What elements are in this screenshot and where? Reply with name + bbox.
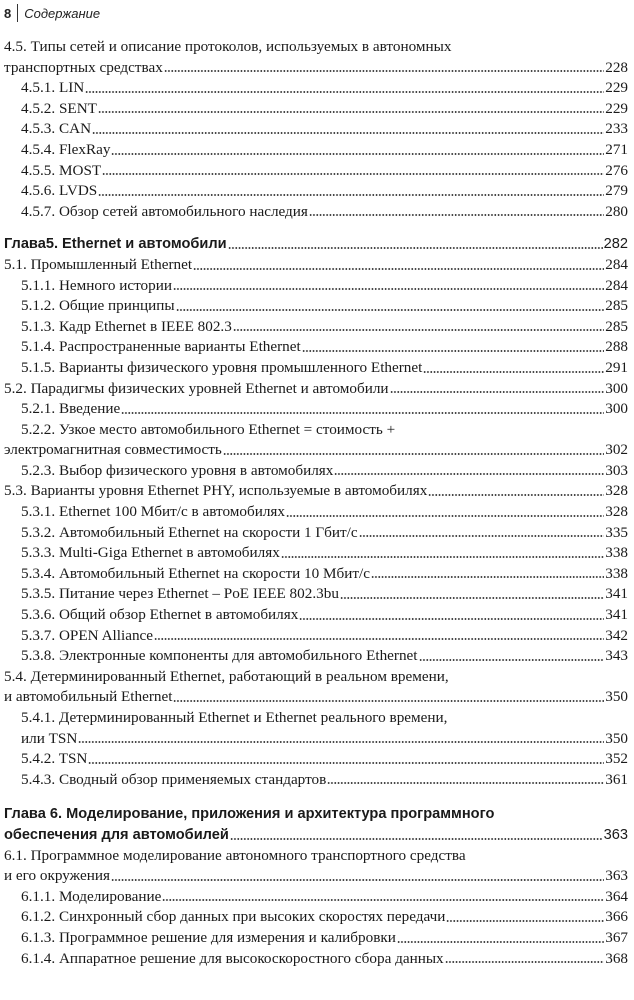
- toc-entry[interactable]: [4, 58, 628, 79]
- leader-dots: [309, 213, 604, 217]
- toc-page-number: 285: [605, 317, 628, 335]
- leader-dots: [173, 699, 604, 703]
- running-title: Содержание: [24, 5, 101, 21]
- toc-entry-title: 5.1.3. Кадр Ethernet в IEEE 802.3: [21, 317, 232, 335]
- toc-entry-title: 5.3.4. Автомобильный Ethernet на скорости 10 Мбит/с: [21, 564, 370, 582]
- leader-dots: [154, 637, 604, 641]
- toc-page-number: 364: [605, 887, 628, 905]
- toc-entry[interactable]: [4, 481, 628, 502]
- leader-dots: [230, 837, 603, 841]
- leader-dots: [111, 152, 604, 156]
- toc-entry[interactable]: [4, 140, 628, 161]
- toc-entry-title: 5.1. Промышленный Ethernet: [4, 255, 193, 273]
- toc-page-number: 233: [605, 120, 628, 138]
- page-number: 8: [4, 5, 12, 21]
- toc-entry-title: обеспечения для автомобилей: [4, 826, 229, 843]
- toc-entry-title-line: 5.4. Детерминированный Ethernet, работающий в реальном времени,: [4, 667, 449, 685]
- toc-page-number: 338: [605, 544, 628, 562]
- toc-entry[interactable]: [4, 749, 628, 770]
- toc-entry-title: 5.1.1. Немного истории: [21, 276, 172, 294]
- toc-page-number: 341: [605, 606, 628, 624]
- toc-page-number: 276: [605, 161, 628, 179]
- toc-page-number: 343: [605, 647, 628, 665]
- toc-page-number: 342: [605, 626, 628, 644]
- toc-entry-title: и его окружения: [4, 867, 110, 885]
- toc-chapter[interactable]: [4, 234, 628, 255]
- leader-dots: [85, 90, 604, 94]
- leader-dots: [223, 452, 604, 456]
- toc-page-number: 280: [605, 202, 628, 220]
- leader-dots: [162, 898, 604, 902]
- toc-entry[interactable]: [4, 543, 628, 564]
- toc-entry-title: 5.1.5. Варианты физического уровня промышленного Ethernet: [21, 358, 423, 376]
- toc-entry-title: 6.1.3. Программное решение для измерения и калибровки: [21, 928, 396, 946]
- toc-chapter[interactable]: [4, 825, 628, 846]
- toc-page-number: 328: [605, 503, 628, 521]
- toc-entry-title: 4.5.2. SENT: [21, 99, 97, 117]
- toc-entry-title: 5.3.7. OPEN Alliance: [21, 626, 154, 644]
- leader-dots: [121, 411, 604, 415]
- toc-page-number: 229: [605, 99, 628, 117]
- toc-page-number: 302: [605, 441, 628, 459]
- toc-entry-title: 6.1.1. Моделирование: [21, 887, 162, 905]
- toc-page-number: 338: [605, 564, 628, 582]
- toc-entry-title: транспортных средствах: [4, 58, 163, 76]
- toc-entry[interactable]: [4, 399, 628, 420]
- toc-entry-title: 6.1.2. Синхронный сбор данных при высоких скоростях передачи: [21, 908, 446, 926]
- toc-page-number: 228: [605, 58, 628, 76]
- leader-dots: [176, 308, 605, 312]
- toc-page-number: 361: [605, 770, 628, 788]
- toc-entry-title: и автомобильный Ethernet: [4, 688, 173, 706]
- toc-entry[interactable]: [4, 181, 628, 202]
- toc-page-number: 366: [605, 908, 628, 926]
- toc-page-number: 368: [605, 949, 628, 967]
- leader-dots: [302, 349, 604, 353]
- toc-entry[interactable]: [4, 276, 628, 297]
- toc-entry[interactable]: [4, 729, 628, 750]
- toc-entry[interactable]: [4, 564, 628, 585]
- toc-entry[interactable]: [4, 317, 628, 338]
- toc-page-number: 350: [605, 729, 628, 747]
- leader-dots: [111, 878, 604, 882]
- toc-page-number: 367: [605, 928, 628, 946]
- leader-dots: [397, 940, 604, 944]
- toc-page-number: 229: [605, 79, 628, 97]
- toc-entry[interactable]: [4, 605, 628, 626]
- header-divider: [17, 4, 18, 22]
- toc-entry[interactable]: [4, 379, 628, 400]
- leader-dots: [173, 287, 604, 291]
- toc-entry-title: 5.3.3. Multi-Giga Ethernet в автомобилях: [21, 544, 280, 562]
- toc-entry-title: или TSN: [21, 729, 78, 747]
- leader-dots: [92, 131, 604, 135]
- toc-entry-title: 4.5.4. FlexRay: [21, 140, 111, 158]
- toc-page-number: 328: [605, 482, 628, 500]
- leader-dots: [88, 761, 604, 765]
- toc-entry-title: 4.5.6. LVDS: [21, 182, 98, 200]
- leader-dots: [446, 919, 604, 923]
- toc-entry-title-line: 6.1. Программное моделирование автономного транспортного средства: [4, 846, 466, 864]
- toc-page-number: 350: [605, 688, 628, 706]
- leader-dots: [164, 69, 604, 73]
- leader-dots: [193, 267, 604, 271]
- toc-entry-title: 5.1.2. Общие принципы: [21, 297, 175, 315]
- toc-page-number: 288: [605, 338, 628, 356]
- leader-dots: [299, 617, 604, 621]
- toc-entry-title: 5.4.3. Сводный обзор применяемых стандартов: [21, 770, 327, 788]
- toc-entry-title: 5.2.1. Введение: [21, 400, 121, 418]
- toc-entry[interactable]: [4, 887, 628, 908]
- toc-entry-title: 5.2. Парадигмы физических уровней Ethernet и автомобили: [4, 379, 389, 397]
- toc-page-number: 335: [605, 523, 628, 541]
- leader-dots: [428, 493, 604, 497]
- leader-dots: [340, 596, 604, 600]
- leader-dots: [98, 193, 604, 197]
- toc-entry-title: 5.3.8. Электронные компоненты для автомобильного Ethernet: [21, 647, 418, 665]
- toc-entry[interactable]: [4, 78, 628, 99]
- toc-entry-title: Глава5. Ethernet и автомобили: [4, 236, 227, 253]
- toc-entry-title: электромагнитная совместимость: [4, 441, 222, 459]
- toc-page-number: 352: [605, 750, 628, 768]
- leader-dots: [78, 740, 604, 744]
- toc-entry[interactable]: [4, 296, 628, 317]
- toc-chapter-title-line: Глава 6. Моделирование, приложения и архитектура программного: [4, 806, 495, 823]
- toc-entry[interactable]: [4, 358, 628, 379]
- toc-entry-title-line: 5.4.1. Детерминированный Ethernet и Ethernet реального времени,: [21, 709, 448, 726]
- leader-dots: [390, 390, 605, 394]
- toc-entry-title: 5.1.4. Распространенные варианты Ethernet: [21, 338, 301, 356]
- leader-dots: [98, 110, 604, 114]
- leader-dots: [228, 246, 603, 250]
- toc-page-number: 363: [603, 826, 628, 843]
- toc-page-number: 279: [605, 182, 628, 200]
- toc-entry-title: 4.5.7. Обзор сетей автомобильного наследия: [21, 202, 308, 220]
- toc-entry[interactable]: [4, 502, 628, 523]
- toc-page-number: 341: [605, 585, 628, 603]
- toc-entry[interactable]: [4, 255, 628, 276]
- toc-entry-title: 5.4.2. TSN: [21, 750, 88, 768]
- toc-entry[interactable]: [4, 119, 628, 140]
- leader-dots: [334, 472, 604, 476]
- toc-entry[interactable]: [4, 928, 628, 949]
- table-of-contents: [4, 37, 628, 969]
- leader-dots: [327, 781, 604, 785]
- toc-entry-title: 4.5.5. MOST: [21, 161, 102, 179]
- toc-entry[interactable]: [4, 626, 628, 647]
- toc-entry[interactable]: [4, 687, 628, 708]
- toc-entry-title: 4.5.3. CAN: [21, 120, 92, 138]
- toc-page-number: 363: [605, 867, 628, 885]
- toc-page-number: 300: [605, 379, 628, 397]
- toc-page-number: 291: [605, 358, 628, 376]
- toc-entry-title: 5.3.6. Общий обзор Ethernet в автомобилях: [21, 606, 299, 624]
- toc-entry[interactable]: [4, 646, 628, 667]
- toc-page-number: 282: [603, 236, 628, 253]
- toc-page-number: 303: [605, 461, 628, 479]
- toc-entry[interactable]: [4, 337, 628, 358]
- leader-dots: [233, 328, 604, 332]
- toc-page-number: 300: [605, 400, 628, 418]
- toc-entry-title-line: 5.2.2. Узкое место автомобильного Ethernet = стоимость +: [21, 420, 396, 438]
- toc-entry[interactable]: [4, 523, 628, 544]
- toc-entry-title: 5.3. Варианты уровня Ethernet PHY, используемые в автомобилях: [4, 482, 428, 500]
- toc-entry-title: 5.3.5. Питание через Ethernet – PoE IEEE 802.3bu: [21, 585, 339, 603]
- page-header: [4, 2, 100, 24]
- toc-entry[interactable]: [4, 99, 628, 120]
- leader-dots: [359, 534, 605, 538]
- toc-entry[interactable]: [4, 440, 628, 461]
- leader-dots: [281, 555, 604, 559]
- toc-page-number: 284: [605, 276, 628, 294]
- toc-page-number: 285: [605, 297, 628, 315]
- leader-dots: [423, 370, 604, 374]
- toc-entry[interactable]: [4, 461, 628, 482]
- toc-entry[interactable]: [4, 770, 628, 791]
- toc-entry-title: 5.3.1. Ethernet 100 Мбит/с в автомобилях: [21, 503, 286, 521]
- leader-dots: [445, 960, 605, 964]
- leader-dots: [286, 514, 604, 518]
- toc-entry[interactable]: [4, 584, 628, 605]
- toc-entry[interactable]: [4, 202, 628, 223]
- toc-entry[interactable]: [4, 949, 628, 970]
- toc-entry[interactable]: [4, 161, 628, 182]
- toc-entry[interactable]: [4, 866, 628, 887]
- leader-dots: [419, 658, 605, 662]
- toc-entry-title-line: 4.5. Типы сетей и описание протоколов, используемых в автономных: [4, 38, 452, 55]
- toc-entry[interactable]: [4, 907, 628, 928]
- toc-page-number: 284: [605, 255, 628, 273]
- toc-entry-title: 5.3.2. Автомобильный Ethernet на скорости 1 Гбит/с: [21, 523, 358, 541]
- toc-entry-title: 6.1.4. Аппаратное решение для высокоскоростного сбора данных: [21, 949, 444, 967]
- leader-dots: [102, 172, 604, 176]
- toc-entry-title: 4.5.1. LIN: [21, 79, 85, 97]
- toc-entry-title: 5.2.3. Выбор физического уровня в автомобилях: [21, 461, 334, 479]
- leader-dots: [371, 575, 604, 579]
- toc-page-number: 271: [605, 140, 628, 158]
